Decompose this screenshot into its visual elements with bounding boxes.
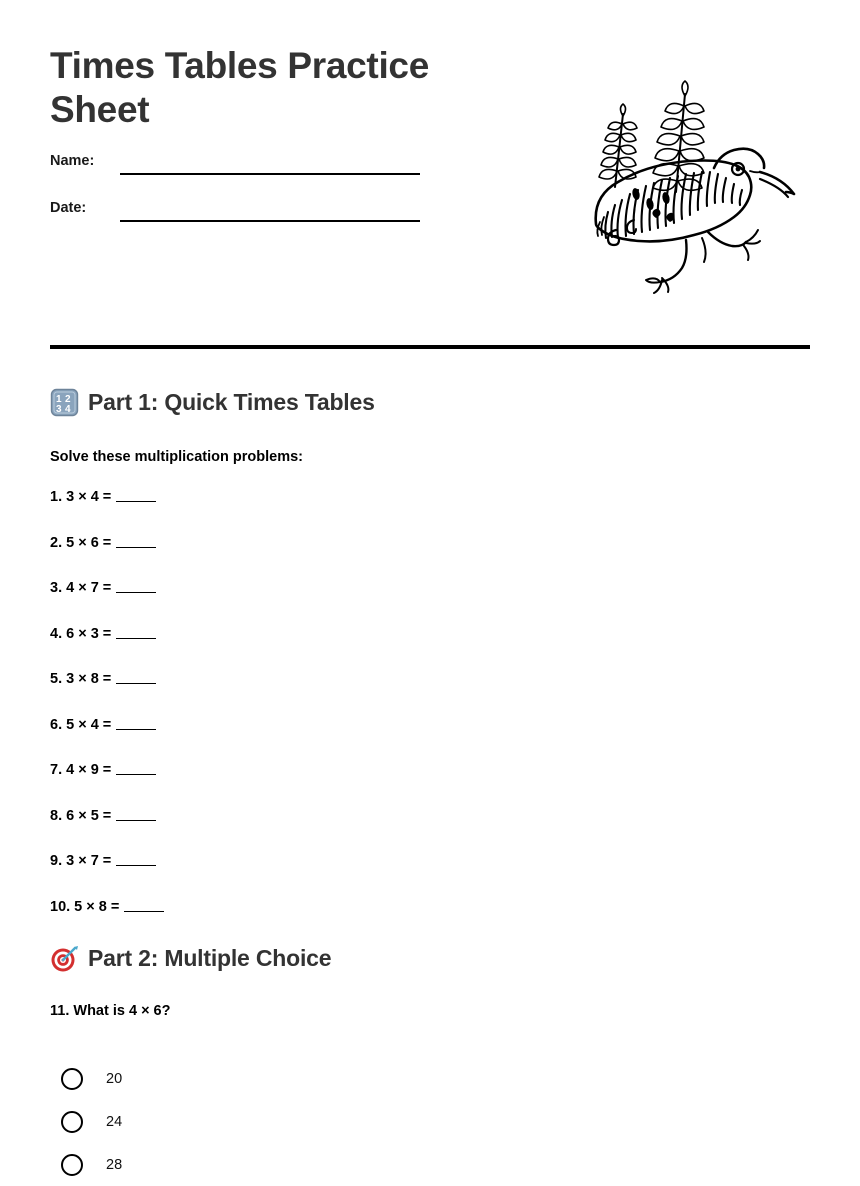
answer-blank[interactable] bbox=[116, 683, 156, 684]
student-info-fields bbox=[50, 153, 520, 247]
problem-text: 2. 5 × 6 = bbox=[50, 534, 112, 551]
problem-text: 6. 5 × 4 = bbox=[50, 716, 112, 733]
problem-list bbox=[50, 490, 810, 945]
date-field-row bbox=[50, 200, 520, 247]
problem-item bbox=[50, 718, 810, 764]
answer-blank[interactable] bbox=[116, 774, 156, 775]
radio-button-icon[interactable] bbox=[61, 1111, 83, 1133]
answer-blank[interactable] bbox=[116, 729, 156, 730]
date-field-label: Date: bbox=[50, 200, 87, 217]
problem-item bbox=[50, 809, 810, 855]
option-row[interactable] bbox=[50, 1143, 810, 1186]
part-2-section bbox=[50, 944, 810, 1186]
problem-text: 8. 6 × 5 = bbox=[50, 807, 112, 824]
worksheet-header bbox=[50, 44, 520, 247]
option-row[interactable] bbox=[50, 1057, 810, 1100]
date-field-input[interactable] bbox=[120, 220, 420, 222]
name-field-input[interactable] bbox=[120, 173, 420, 175]
svg-text:3: 3 bbox=[56, 404, 62, 415]
part-2-heading bbox=[50, 944, 810, 973]
radio-button-icon[interactable] bbox=[61, 1154, 83, 1176]
svg-text:4: 4 bbox=[65, 404, 71, 415]
part-2-title: Part 2: Multiple Choice bbox=[88, 945, 332, 971]
problem-item bbox=[50, 490, 810, 536]
problem-item bbox=[50, 900, 810, 946]
problem-text: 7. 4 × 9 = bbox=[50, 762, 112, 778]
section-divider bbox=[50, 345, 810, 349]
question-11-options bbox=[50, 1057, 810, 1186]
problem-text: 5. 3 × 8 = bbox=[50, 671, 112, 687]
option-label: 24 bbox=[106, 1113, 123, 1130]
problem-text: 1. 3 × 4 = bbox=[50, 489, 112, 505]
answer-blank[interactable] bbox=[116, 592, 156, 593]
kiwi-bird-illustration bbox=[578, 72, 788, 292]
problem-item bbox=[50, 627, 810, 673]
problem-item bbox=[50, 672, 810, 718]
answer-blank[interactable] bbox=[116, 820, 156, 821]
name-field-row bbox=[50, 153, 520, 200]
question-11-text: 11. What is 4 × 6? bbox=[50, 1003, 171, 1019]
problem-text: 9. 3 × 7 = bbox=[50, 853, 112, 869]
problem-text: 10. 5 × 8 = bbox=[50, 898, 120, 915]
input-numbers-icon bbox=[50, 388, 79, 417]
problem-text: 3. 4 × 7 = bbox=[50, 580, 112, 596]
problem-item bbox=[50, 536, 810, 582]
answer-blank[interactable] bbox=[124, 911, 164, 912]
page-title: Times Tables Practice Sheet bbox=[50, 45, 429, 130]
part-1-section bbox=[50, 388, 810, 945]
option-label: 20 bbox=[106, 1070, 123, 1087]
option-label: 28 bbox=[106, 1156, 123, 1173]
radio-button-icon[interactable] bbox=[61, 1068, 83, 1090]
answer-blank[interactable] bbox=[116, 865, 156, 866]
answer-blank[interactable] bbox=[116, 501, 156, 502]
direct-hit-target-icon bbox=[50, 944, 79, 973]
option-row[interactable] bbox=[50, 1100, 810, 1143]
answer-blank[interactable] bbox=[116, 547, 156, 548]
part-1-heading bbox=[50, 388, 810, 417]
problem-item bbox=[50, 854, 810, 900]
part-1-title: Part 1: Quick Times Tables bbox=[88, 389, 375, 415]
name-field-label: Name: bbox=[50, 153, 95, 170]
answer-blank[interactable] bbox=[116, 638, 156, 639]
svg-text:2: 2 bbox=[65, 394, 71, 405]
problem-item bbox=[50, 581, 810, 627]
part-1-instruction: Solve these multiplication problems: bbox=[50, 449, 303, 465]
svg-text:1: 1 bbox=[56, 394, 62, 405]
problem-text: 4. 6 × 3 = bbox=[50, 625, 112, 642]
problem-item bbox=[50, 763, 810, 809]
